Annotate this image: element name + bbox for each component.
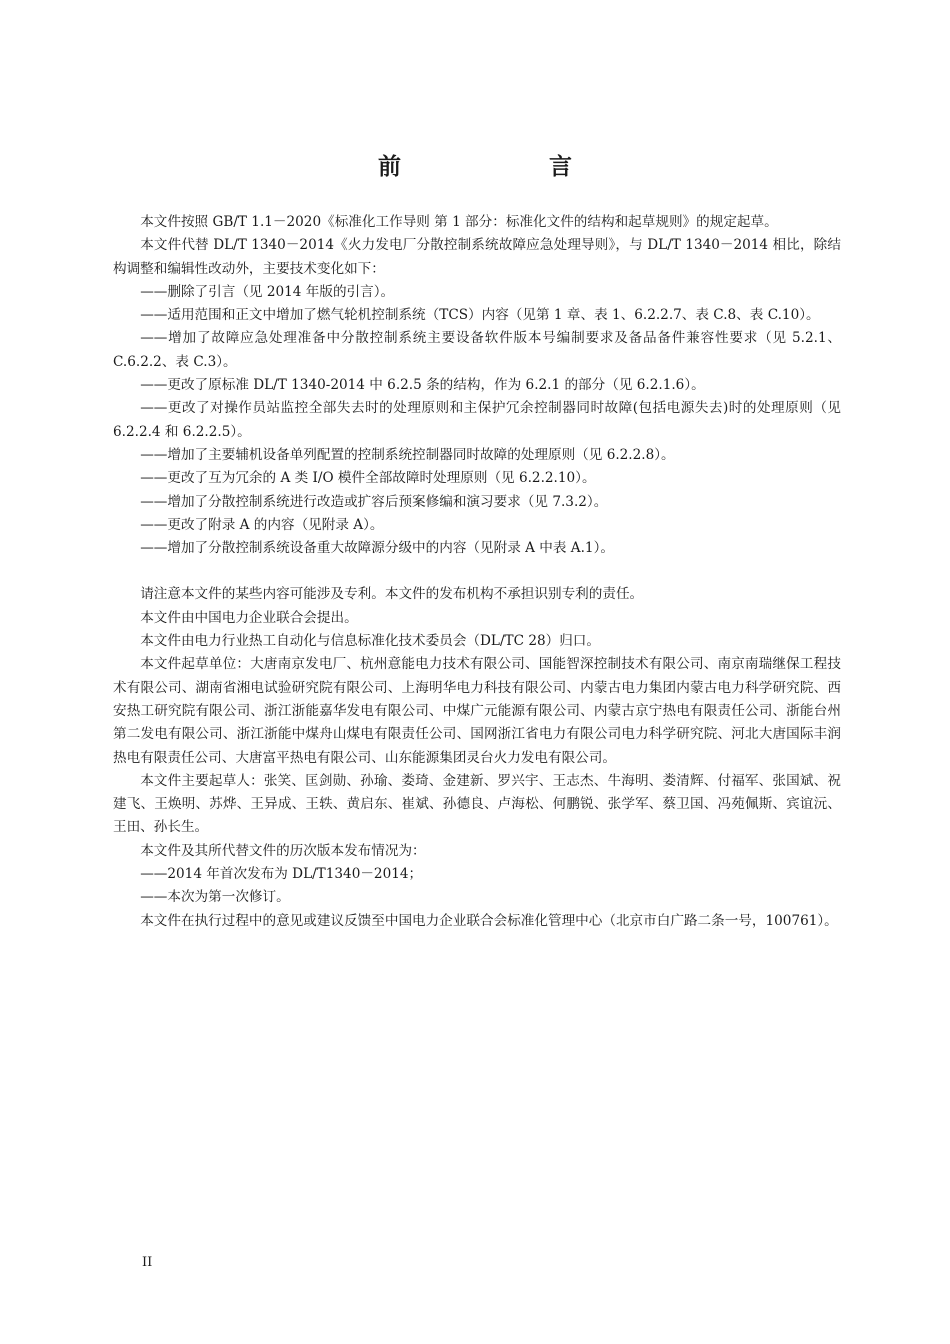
paragraph: 本文件及其所代替文件的历次版本发布情况为： xyxy=(140,842,426,859)
list-item: ——更改了原标准 DL/T 1340-2014 中 6.2.5 条的结构，作为 6.2.1 的部分（见 6.2.1.6）。 xyxy=(140,377,705,394)
page-title: 前 言 xyxy=(377,154,642,180)
list-item: ——增加了分散控制系统设备重大故障源分级中的内容（见附录 A 中表 A.1）。 xyxy=(140,540,614,557)
paragraph: 本文件代替 DL/T 1340－2014《火力发电厂分散控制系统故障应急处理导则》，与 DL/T 1340－2014 相比，除结构调整和编辑性改动外，主要技术变化如下： xyxy=(113,237,841,277)
list-item: ——本次为第一次修订。 xyxy=(140,889,290,906)
paragraph: 本文件由中国电力企业联合会提出。 xyxy=(140,609,358,626)
blank-line xyxy=(113,560,841,583)
list-item: ——更改了互为冗余的 A 类 I/O 模件全部故障时处理原则（见 6.2.2.10）。 xyxy=(140,470,596,487)
paragraph: 请注意本文件的某些内容可能涉及专利。本文件的发布机构不承担识别专利的责任。 xyxy=(140,586,644,603)
paragraph: 本文件由电力行业热工自动化与信息标准化技术委员会（DL/TC 28）归口。 xyxy=(140,633,600,650)
list-item: ——更改了对操作员站监控全部失去时的处理原则和主保护冗余控制器同时故障(包括电源失去)时的处理原则（见 6.2.2.4 和 6.2.2.5）。 xyxy=(113,400,841,440)
list-item: ——2014 年首次发布为 DL/T1340－2014； xyxy=(140,866,423,883)
foreword-body xyxy=(113,211,841,933)
list-item: ——更改了附录 A 的内容（见附录 A）。 xyxy=(140,516,384,533)
list-item: ——适用范围和正文中增加了燃气轮机控制系统（TCS）内容（见第 1 章、表 1、6.2.2.7、表 C.8、表 C.10）。 xyxy=(140,307,820,324)
list-item: ——增加了分散控制系统进行改造或扩容后预案修编和演习要求（见 7.3.2）。 xyxy=(140,493,608,510)
list-item: ——增加了故障应急处理准备中分散控制系统主要设备软件版本号编制要求及备品备件兼容性要求（见 5.2.1、C.6.2.2、表 C.3）。 xyxy=(113,330,841,370)
paragraph: 本文件主要起草人：张笑、匡剑勋、孙瑜、娄琦、金建新、罗兴宇、王志杰、牛海明、娄清辉、付福军、张国斌、祝建飞、王焕明、苏烨、王异成、王轶、黄启东、崔斌、孙德良、卢海松、何鹏锐、张学军、蔡卫国、冯苑佩斯、宾谊沅、王田、孙长生。 xyxy=(113,772,841,836)
paragraph: 本文件起草单位：大唐南京发电厂、杭州意能电力技术有限公司、国能智深控制技术有限公司、南京南瑞继保工程技术有限公司、湖南省湘电试验研究院有限公司、上海明华电力科技有限公司、内蒙古电力集团内蒙古电力科学研究院、西安热工研究院有限公司、浙江浙能嘉华发电有限公司、中煤广元能源有限公司、内蒙古京宁热电有限责任公司、浙能台州第二发电有限公司、浙江浙能中煤舟山煤电有限责任公司、国网浙江省电力有限公司电力科学研究院、河北大唐国际丰润热电有限责任公司、大唐富平热电有限公司、山东能源集团灵台火力发电有限公司。 xyxy=(113,656,841,766)
paragraph: 本文件按照 GB/T 1.1－2020《标准化工作导则 第 1 部分：标准化文件的结构和起草规则》的规定起草。 xyxy=(140,214,778,230)
page-number: II xyxy=(142,1255,153,1270)
list-item: ——增加了主要辅机设备单列配置的控制系统控制器同时故障的处理原则（见 6.2.2.8）。 xyxy=(140,446,675,463)
paragraph: 本文件在执行过程中的意见或建议反馈至中国电力企业联合会标准化管理中心（北京市白广路二条一号，100761）。 xyxy=(140,912,838,929)
list-item: ——删除了引言（见 2014 年版的引言）。 xyxy=(140,283,395,300)
